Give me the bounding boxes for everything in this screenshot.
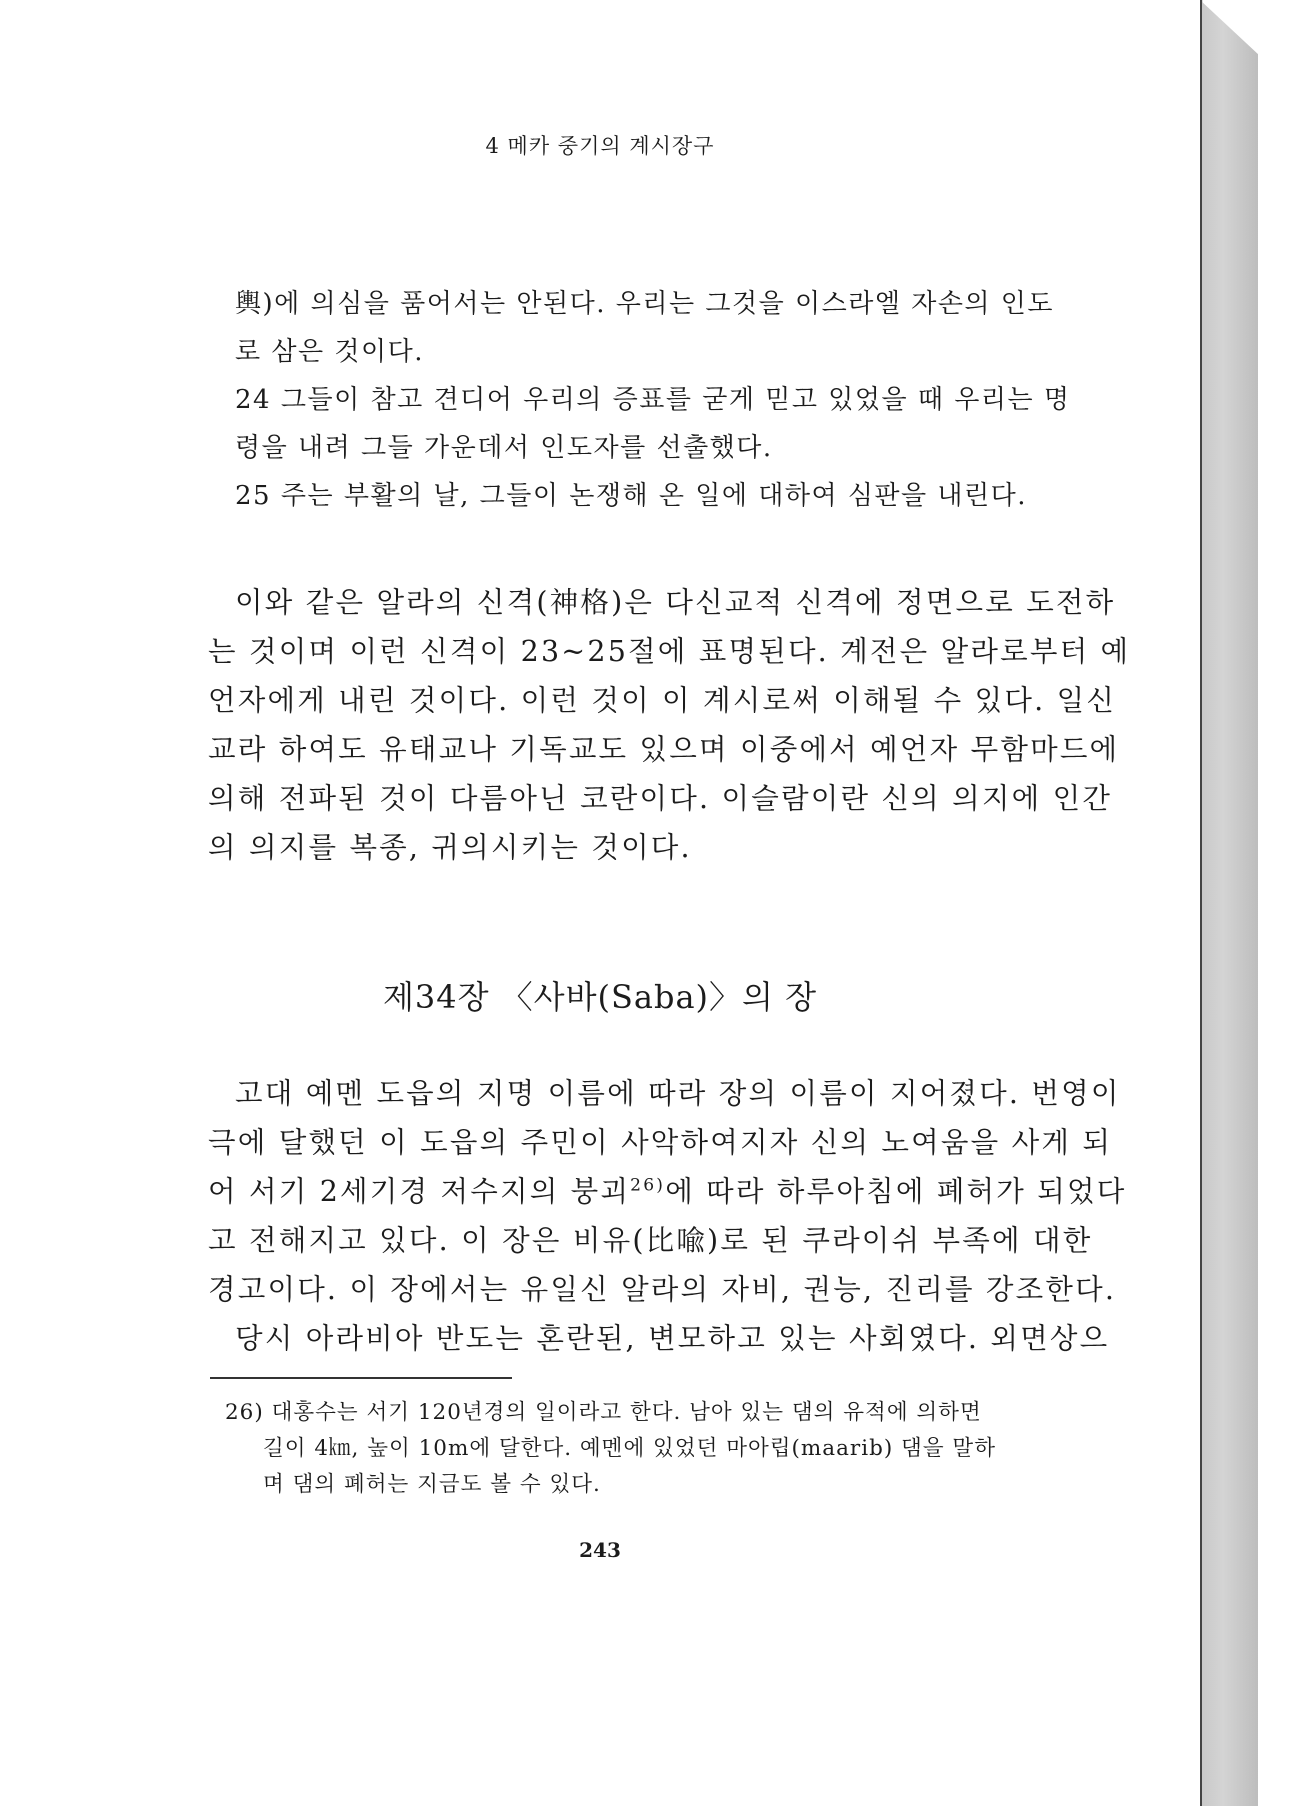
running-head: 4 메카 중기의 계시장구 — [485, 134, 715, 158]
paragraph-line-part: 에 따라 하루아침에 폐허가 되었다 — [665, 1175, 1127, 1208]
paragraph-line: 고 전해지고 있다. 이 장은 비유(比喩)로 된 쿠라이쉬 부족에 대한 — [208, 1224, 1093, 1257]
paragraph-line: 당시 아라비아 반도는 혼란된, 변모하고 있는 사회였다. 외면상으 — [235, 1322, 1110, 1355]
footnote-divider — [210, 1377, 512, 1379]
paragraph-line: 교라 하여도 유태교나 기독교도 있으며 이중에서 예언자 무함마드에 — [208, 733, 1120, 766]
paragraph-line: 언자에게 내린 것이다. 이런 것이 이 계시로써 이해될 수 있다. 일신 — [208, 684, 1117, 717]
verse-line: 령을 내려 그들 가운데서 인도자를 선출했다. — [235, 433, 773, 463]
paragraph-line: 경고이다. 이 장에서는 유일신 알라의 자비, 권능, 진리를 강조한다. — [208, 1273, 1117, 1306]
footnote-line: 26) 대홍수는 서기 120년경의 일이라고 한다. 남아 있는 댐의 유적에 의하면 — [225, 1400, 982, 1425]
verse-line: 24 그들이 참고 견디어 우리의 증표를 굳게 믿고 있었을 때 우리는 명 — [235, 385, 1071, 415]
paragraph-line: 고대 예멘 도읍의 지명 이름에 따라 장의 이름이 지어졌다. 번영이 — [235, 1077, 1121, 1110]
paragraph-line: 이와 같은 알라의 신격(神格)은 다신교적 신격에 정면으로 도전하 — [235, 586, 1116, 619]
page-number: 243 — [579, 1538, 621, 1562]
paragraph-line: 는 것이며 이런 신격이 23~25절에 표명된다. 계전은 알라로부터 예 — [208, 635, 1131, 668]
verse-line: 輿)에 의심을 품어서는 안된다. 우리는 그것을 이스라엘 자손의 인도 — [235, 289, 1055, 319]
paragraph-line: 의 의지를 복종, 귀의시키는 것이다. — [208, 831, 692, 864]
paragraph-line-part: 어 서기 2세기경 저수지의 붕괴 — [208, 1175, 631, 1208]
footnote-line: 며 댐의 폐허는 지금도 볼 수 있다. — [263, 1472, 601, 1497]
chapter-title: 제34장 〈사바(Saba)〉의 장 — [382, 978, 818, 1016]
paragraph-line: 극에 달했던 이 도읍의 주민이 사악하여지자 신의 노여움을 사게 되 — [208, 1126, 1113, 1159]
verse-line: 로 삼은 것이다. — [235, 337, 424, 367]
verse-line: 25 주는 부활의 날, 그들이 논쟁해 온 일에 대하여 심판을 내린다. — [235, 481, 1028, 511]
paragraph-line — [208, 1169, 1126, 1210]
footnote-ref: 26) — [630, 1175, 666, 1196]
footnote-line: 길이 4㎞, 높이 10m에 달한다. 예멘에 있었던 마아립(maarib) 댐을 말하 — [263, 1436, 996, 1461]
book-spine — [1200, 0, 1258, 1806]
paragraph-line: 의해 전파된 것이 다름아닌 코란이다. 이슬람이란 신의 의지에 인간 — [208, 782, 1113, 815]
